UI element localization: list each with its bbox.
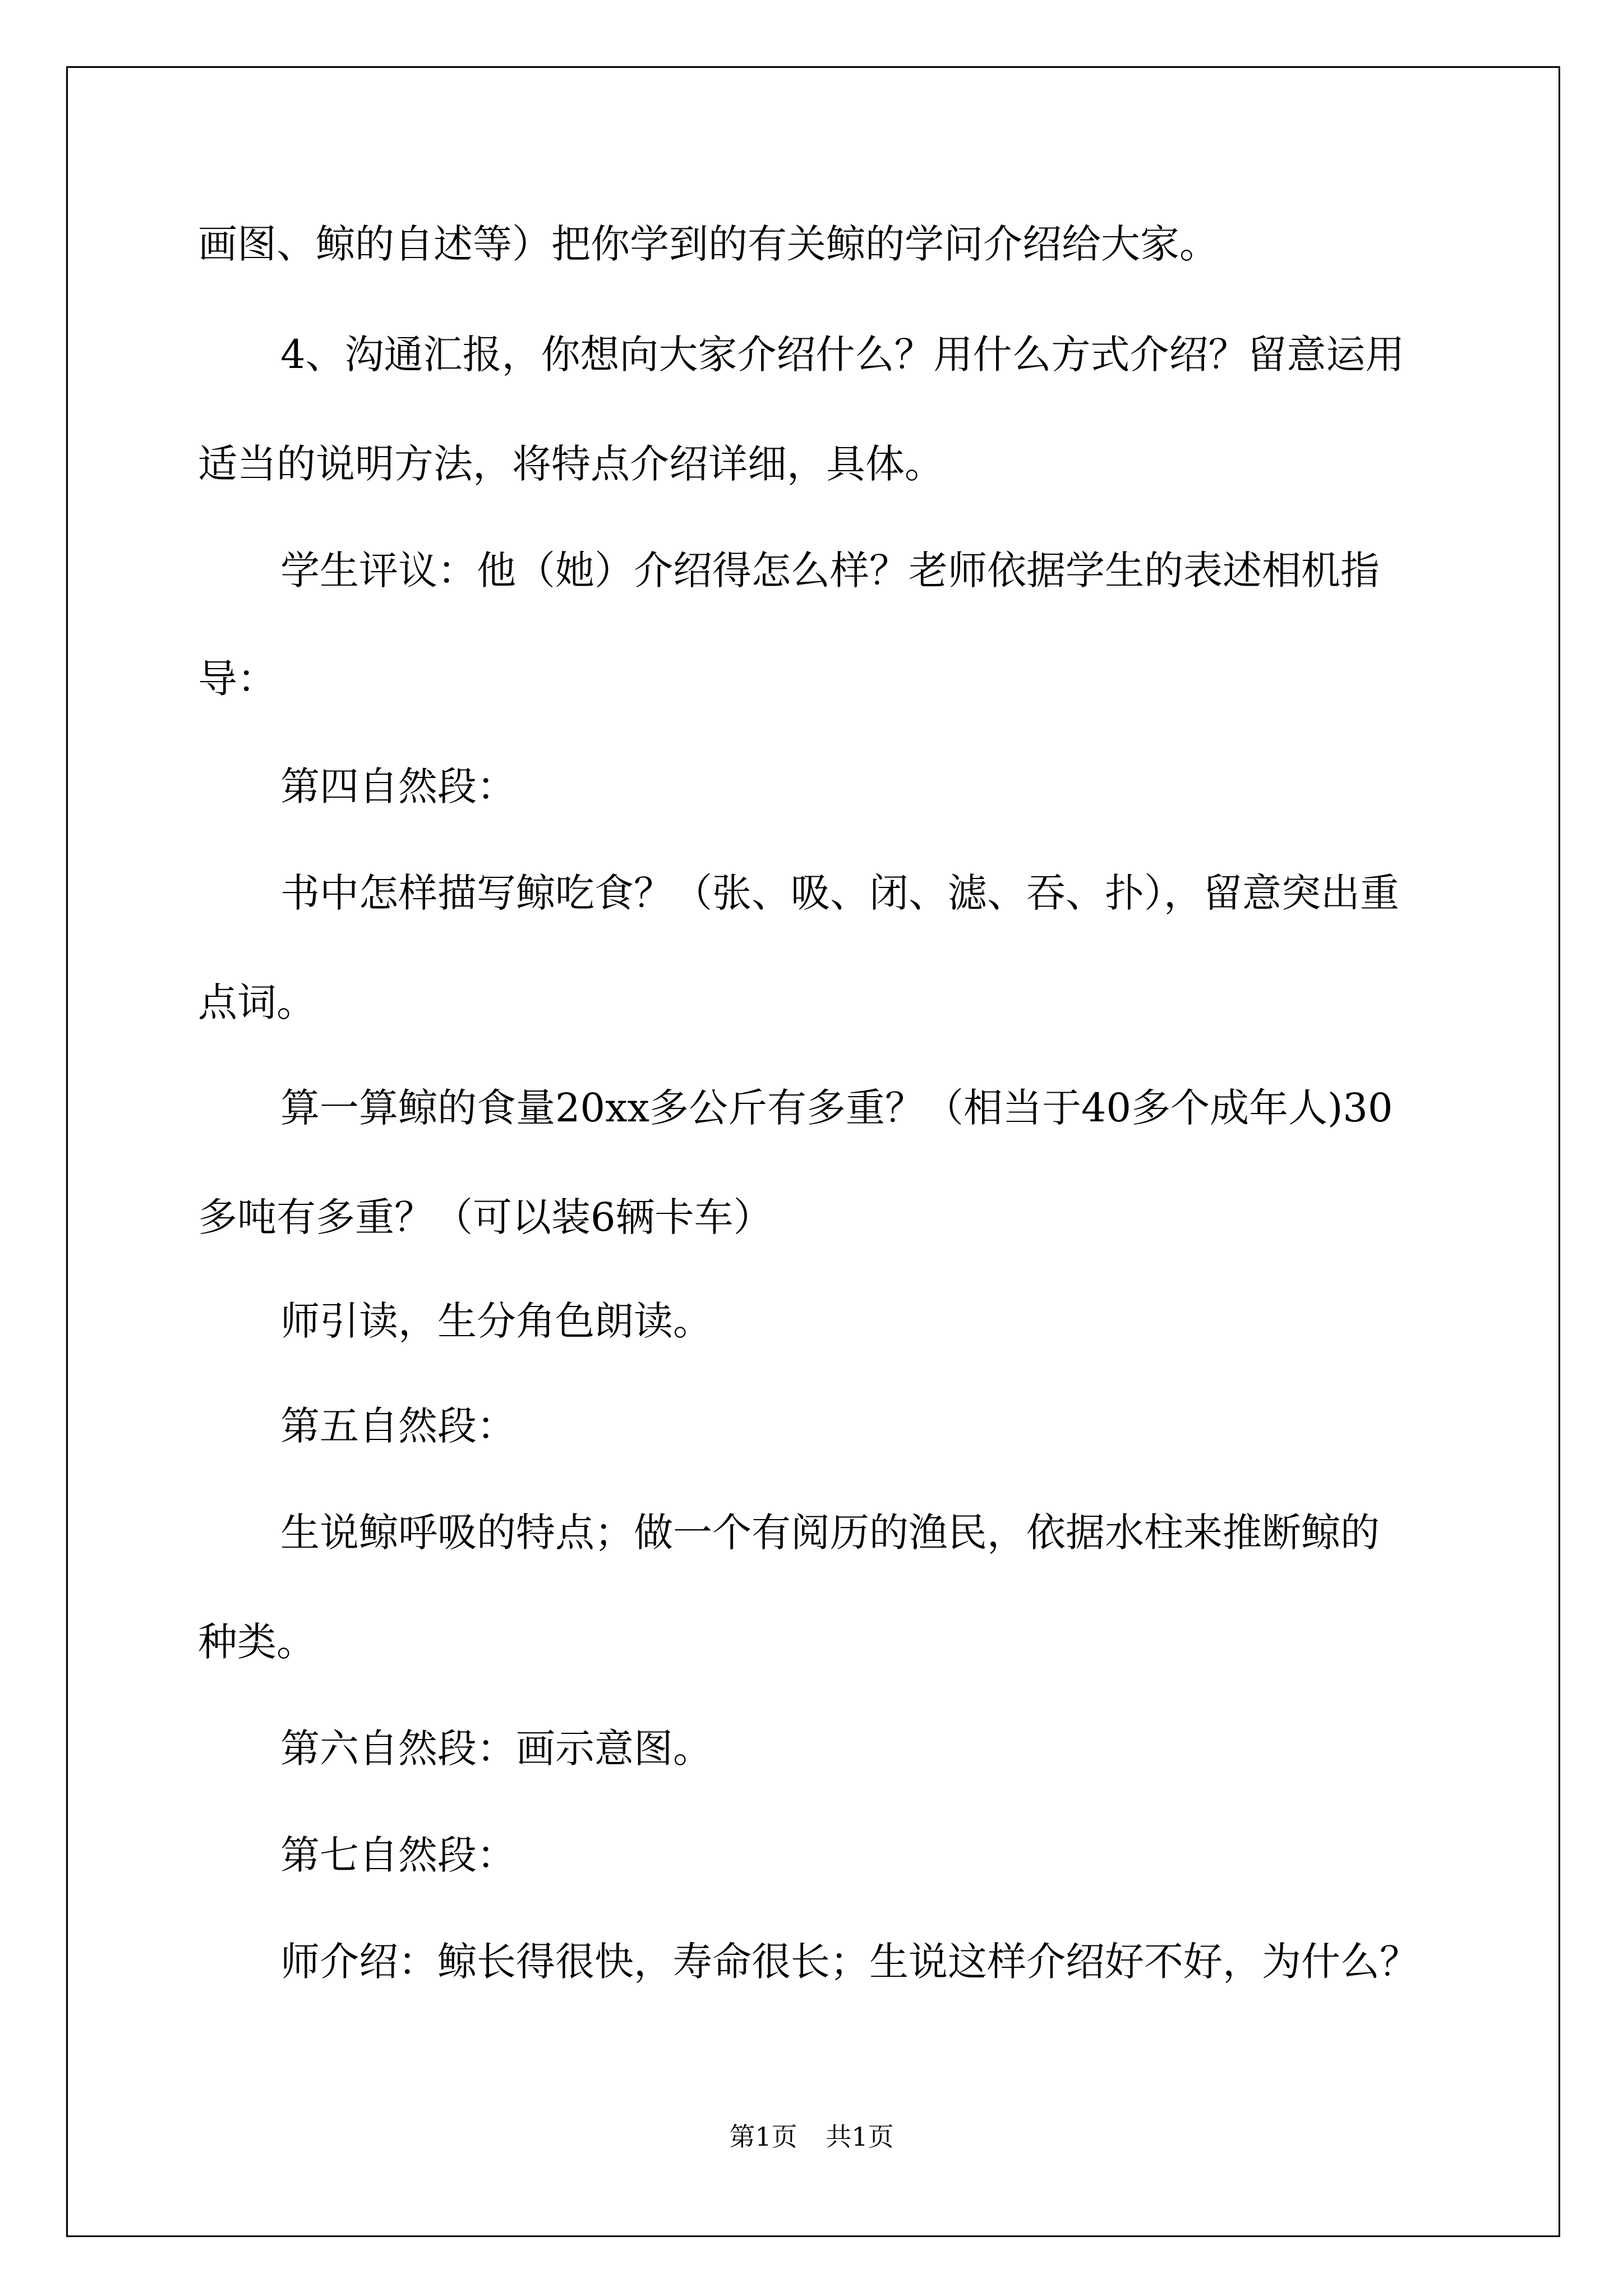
body-line-7: 书中怎样描写鲸吃食？（张、吸、闭、滤、吞、扑），留意突出重: [280, 870, 1399, 916]
section-heading-7: 第七自然段：: [280, 1832, 516, 1878]
body-line-5: 导：: [198, 656, 276, 702]
section-heading-4: 第四自然段：: [280, 763, 516, 809]
page-footer: [0, 2124, 1623, 2150]
body-line-3: 适当的说明方法，将特点介绍详细，具体。: [198, 441, 944, 487]
section-heading-6: 第六自然段：画示意图。: [280, 1726, 712, 1772]
body-line-9: 算一算鲸的食量20xx多公斤有多重？（相当于40多个成年人)30: [280, 1085, 1393, 1131]
section-heading-5: 第五自然段：: [280, 1403, 516, 1449]
body-line-4: 学生评议：他（她）介绍得怎么样？老师依据学生的表述相机指: [280, 547, 1380, 593]
body-line-17: 师介绍：鲸长得很快，寿命很长；生说这样介绍好不好，为什么？: [280, 1939, 1419, 1985]
body-line-13: 生说鲸呼吸的特点；做一个有阅历的渔民，依据水柱来推断鲸的: [280, 1510, 1380, 1556]
body-line-10: 多吨有多重？（可以装6辆卡车）: [198, 1194, 773, 1240]
body-line-2: 4、沟通汇报，你想向大家介绍什么？用什么方式介绍？留意运用: [280, 332, 1405, 378]
body-line-11: 师引读，生分角色朗读。: [280, 1298, 712, 1344]
body-line-14: 种类。: [198, 1619, 316, 1665]
body-line-1: 画图、鲸的自述等）把你学到的有关鲸的学问介绍给大家。: [198, 221, 1219, 267]
body-line-8: 点词。: [198, 979, 316, 1025]
page-number-current: 第1页: [729, 2122, 797, 2152]
page-border: [66, 66, 1560, 2237]
page-number-total: 共1页: [826, 2122, 894, 2152]
